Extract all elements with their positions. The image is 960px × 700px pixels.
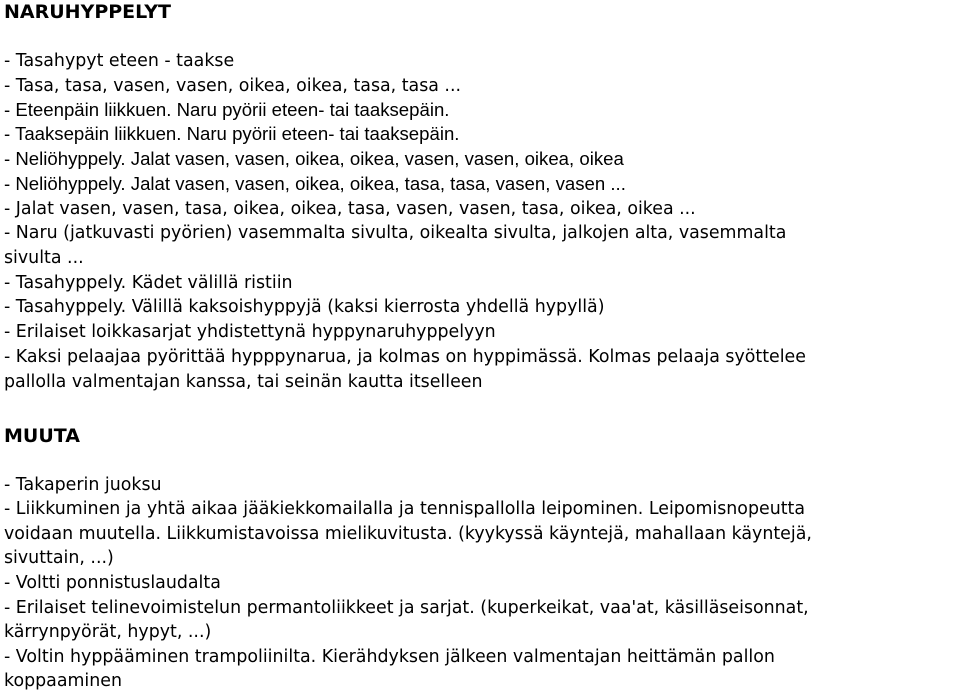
list-item: kärrynpyörät, hypyt, ...)	[4, 622, 212, 642]
list-item: sivulta ...	[4, 248, 84, 268]
list-item: - Kaksi pelaajaa pyörittää hypppynarua, ja kolmas on hyppimässä. Kolmas pelaaja syöttelee	[4, 347, 806, 367]
list-item: - Neliöhyppely. Jalat vasen, vasen, oikea, oikea, vasen, vasen, oikea, oikea	[4, 148, 624, 169]
section-heading-naruhyppelyt: NARUHYPPELYT	[4, 1, 172, 23]
list-item: - Voltin hyppääminen trampoliinilta. Kierähdyksen jälkeen valmentajan heittämän pallon	[4, 647, 775, 667]
list-item: - Tasa, tasa, vasen, vasen, oikea, oikea, tasa, tasa ...	[4, 76, 462, 96]
list-item: - Liikkuminen ja yhtä aikaa jääkiekkomailalla ja tennispallolla leipominen. Leipomisnopeutta	[4, 499, 806, 519]
list-item: - Tasahyppely. Välillä kaksoishyppyjä (kaksi kierrosta yhdellä hypyllä)	[4, 297, 605, 317]
list-item: voidaan muutella. Liikkumistavoissa mielikuvitusta. (kyykyssä käyntejä, mahallaan käyntejä,	[4, 524, 812, 544]
list-item: sivuttain, ...)	[4, 548, 114, 568]
list-item: - Jalat vasen, vasen, tasa, oikea, oikea, tasa, vasen, vasen, tasa, oikea, oikea ...	[4, 199, 696, 219]
list-item: - Voltti ponnistuslaudalta	[4, 573, 221, 593]
list-item: - Erilaiset loikkasarjat yhdistettynä hyppynaruhyppelyyn	[4, 322, 496, 342]
section-heading-muuta: MUUTA	[4, 425, 80, 447]
list-item: - Naru (jatkuvasti pyörien) vasemmalta sivulta, oikealta sivulta, jalkojen alta, vasemmalta	[4, 223, 787, 243]
list-item: - Tasahyppely. Kädet välillä ristiin	[4, 273, 293, 293]
list-item: - Tasahypyt eteen - taakse	[4, 51, 235, 71]
list-item: koppaaminen	[4, 671, 122, 691]
list-item: - Erilaiset telinevoimistelun permantoliikkeet ja sarjat. (kuperkeikat, vaa'at, käsilläseisonnat,	[4, 598, 809, 618]
list-item: - Neliöhyppely. Jalat vasen, vasen, oikea, oikea, tasa, tasa, vasen, vasen ...	[4, 173, 626, 194]
list-item: pallolla valmentajan kanssa, tai seinän kautta itselleen	[4, 372, 483, 392]
list-item: - Taaksepäin liikkuen. Naru pyörii eteen- tai taaksepäin.	[4, 123, 460, 144]
list-item: - Takaperin juoksu	[4, 475, 162, 495]
list-item: - Eteenpäin liikkuen. Naru pyörii eteen- tai taaksepäin.	[4, 99, 450, 120]
